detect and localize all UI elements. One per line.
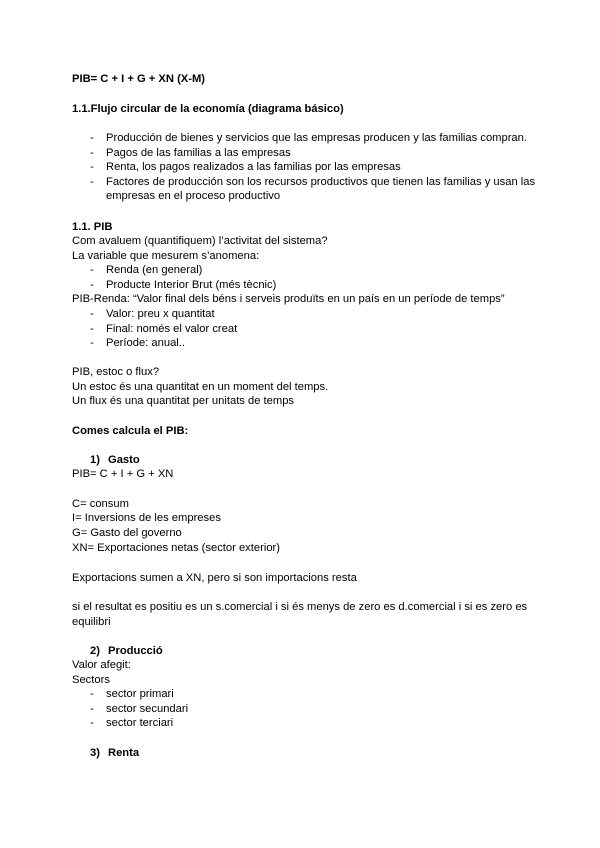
- list-item: - sector primari: [72, 687, 542, 702]
- list-item: - Valor: preu x quantitat: [72, 307, 542, 322]
- gasto-number: 1): [90, 454, 100, 466]
- list-item: - Producción de bienes y servicios que las empresas producen y las familias compran.: [72, 131, 542, 146]
- pib-parts-list: [72, 307, 542, 351]
- calc-title: Comes calcula el PIB:: [72, 425, 189, 437]
- flujo-list: [72, 131, 542, 204]
- gasto-def-i: I= Inversions de les empreses: [72, 512, 221, 524]
- gasto-heading: [72, 453, 542, 468]
- produccio-line-2: Sectors: [72, 674, 110, 686]
- renta-label: Renta: [108, 747, 140, 759]
- sectors-list: [72, 687, 542, 731]
- list-item: - Factores de producción son los recursos productivos que tienen las familias y usan las empresas en el proceso productivo: [72, 175, 546, 204]
- stock-def: Un estoc és una quantitat en un moment del temps.: [72, 381, 329, 393]
- list-item: - Pagos de las familias a las empresas: [72, 146, 542, 161]
- produccio-heading: [72, 644, 542, 659]
- list-item: - Renda (en general): [72, 263, 542, 278]
- pib-vars-list: [72, 263, 542, 292]
- renta-heading: [72, 746, 542, 761]
- list-item: - Renta, los pagos realizados a las familias por las empresas: [72, 160, 542, 175]
- gasto-def-xn: XN= Exportaciones netas (sector exterior): [72, 542, 280, 554]
- pib-definition: PIB-Renda: “Valor final dels béns i serveis produïts en un país en un període de temps”: [72, 293, 505, 305]
- formula-top: PIB= C + I + G + XN (X-M): [72, 73, 206, 85]
- gasto-def-c: C= consum: [72, 498, 129, 510]
- list-item: - sector secundari: [72, 702, 542, 717]
- produccio-number: 2): [90, 645, 100, 657]
- pib-line-1: Com avaluem (quantifiquem) l’activitat del sistema?: [72, 235, 328, 247]
- gasto-label: Gasto: [108, 454, 140, 466]
- pib-line-2: La variable que mesurem s’anomena:: [72, 250, 260, 262]
- list-item: - Producte Interior Brut (més tècnic): [72, 278, 542, 293]
- stock-flux-question: PIB, estoc o flux?: [72, 366, 160, 378]
- section-title-flujo: 1.1.Flujo circular de la economía (diagrama básico): [72, 103, 344, 115]
- produccio-line-1: Valor afegit:: [72, 659, 131, 671]
- gasto-note-1: Exportacions sumen a XN, pero si son importacions resta: [72, 572, 357, 584]
- flux-def: Un flux és una quantitat per unitats de temps: [72, 395, 295, 407]
- list-item: - sector terciari: [72, 716, 542, 731]
- gasto-note-2: si el resultat es positiu es un s.comercial i si és menys de zero es d.comercial i si es zero es equilibri: [72, 601, 528, 628]
- renta-number: 3): [90, 747, 100, 759]
- gasto-def-g: G= Gasto del governo: [72, 527, 182, 539]
- produccio-label: Producció: [108, 645, 163, 657]
- list-item: - Període: anual..: [72, 336, 542, 351]
- list-item: - Final: només el valor creat: [72, 322, 542, 337]
- gasto-formula: PIB= C + I + G + XN: [72, 468, 174, 480]
- section-title-pib: 1.1. PIB: [72, 221, 113, 233]
